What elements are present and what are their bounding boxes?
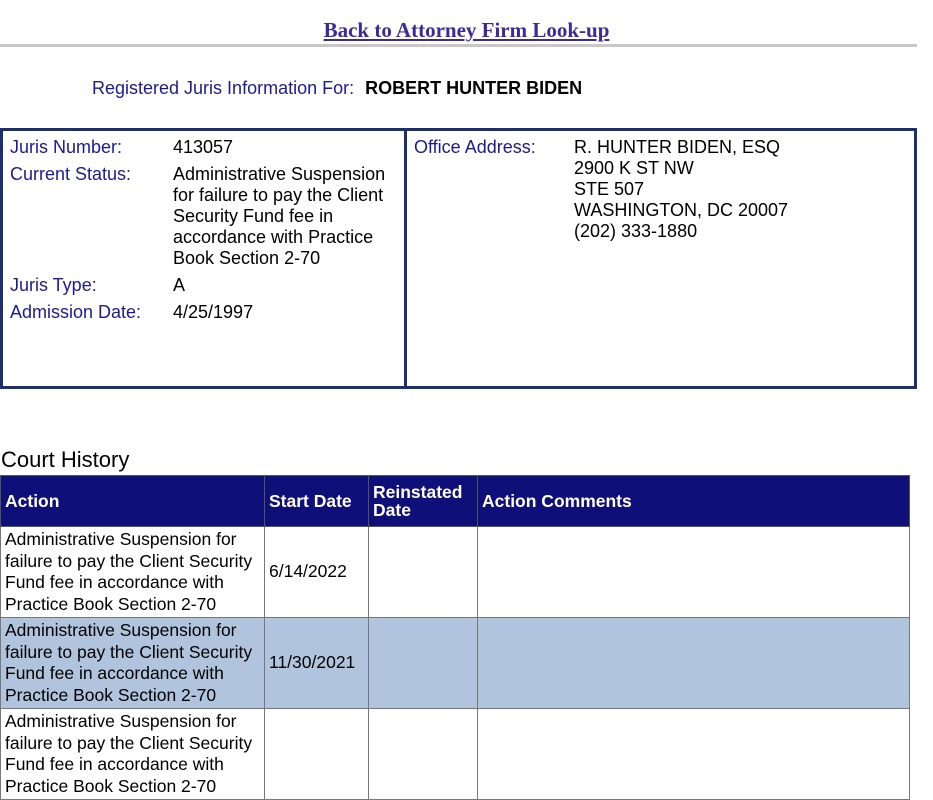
column-header-action: Action (1, 476, 265, 527)
table-row (1, 618, 910, 709)
admission-date-label: Admission Date: (10, 302, 142, 322)
table-row (1, 527, 910, 618)
reinstated-date-cell (369, 709, 478, 800)
column-header-reinstated-date: Reinstated Date (369, 476, 478, 527)
attorney-name: ROBERT HUNTER BIDEN (365, 78, 583, 98)
court-history-table (0, 475, 910, 800)
back-link-container (0, 18, 933, 43)
juris-type-value: A (173, 275, 186, 295)
court-history-title: Court History (1, 447, 130, 472)
action-comments-cell (478, 709, 910, 800)
office-address-line: R. HUNTER BIDEN, ESQ (574, 137, 781, 157)
juris-type-label: Juris Type: (10, 275, 97, 295)
current-status-label: Current Status: (10, 164, 132, 184)
table-row (1, 709, 910, 800)
office-address-line: STE 507 (574, 179, 645, 199)
juris-number-value: 413057 (173, 137, 234, 157)
table-header-row (1, 476, 910, 527)
back-to-firm-lookup-link[interactable]: Back to Attorney Firm Look-up (323, 18, 610, 42)
start-date-cell: 11/30/2021 (265, 618, 369, 709)
office-address-section (407, 131, 914, 386)
action-comments-cell (478, 618, 910, 709)
start-date-cell (265, 709, 369, 800)
action-cell: Administrative Suspension for failure to pay the Client Security Fund fee in accordance with Practice Book Section 2-70 (1, 709, 265, 800)
registered-info-heading (92, 78, 582, 99)
action-cell: Administrative Suspension for failure to pay the Client Security Fund fee in accordance with Practice Book Section 2-70 (1, 618, 265, 709)
juris-details (3, 131, 407, 386)
office-phone: (202) 333-1880 (574, 221, 698, 241)
column-header-start-date: Start Date (265, 476, 369, 527)
reinstated-date-cell (369, 618, 478, 709)
reinstated-date-cell (369, 527, 478, 618)
admission-date-value: 4/25/1997 (173, 302, 254, 322)
registered-label: Registered Juris Information For: (92, 78, 355, 98)
office-address-line: WASHINGTON, DC 20007 (574, 200, 789, 220)
action-comments-cell (478, 527, 910, 618)
start-date-cell: 6/14/2022 (265, 527, 369, 618)
office-address-value (574, 137, 788, 386)
juris-number-label: Juris Number: (10, 137, 123, 157)
current-status-value: Administrative Suspension for failure to pay the Client Security Fund fee in accordance with Practice Book Section 2-70 (173, 164, 386, 268)
office-address-label: Office Address: (414, 137, 536, 157)
divider (0, 44, 917, 47)
column-header-action-comments: Action Comments (478, 476, 910, 527)
office-address-line: 2900 K ST NW (574, 158, 694, 178)
juris-info-box (0, 128, 917, 389)
action-cell: Administrative Suspension for failure to pay the Client Security Fund fee in accordance with Practice Book Section 2-70 (1, 527, 265, 618)
